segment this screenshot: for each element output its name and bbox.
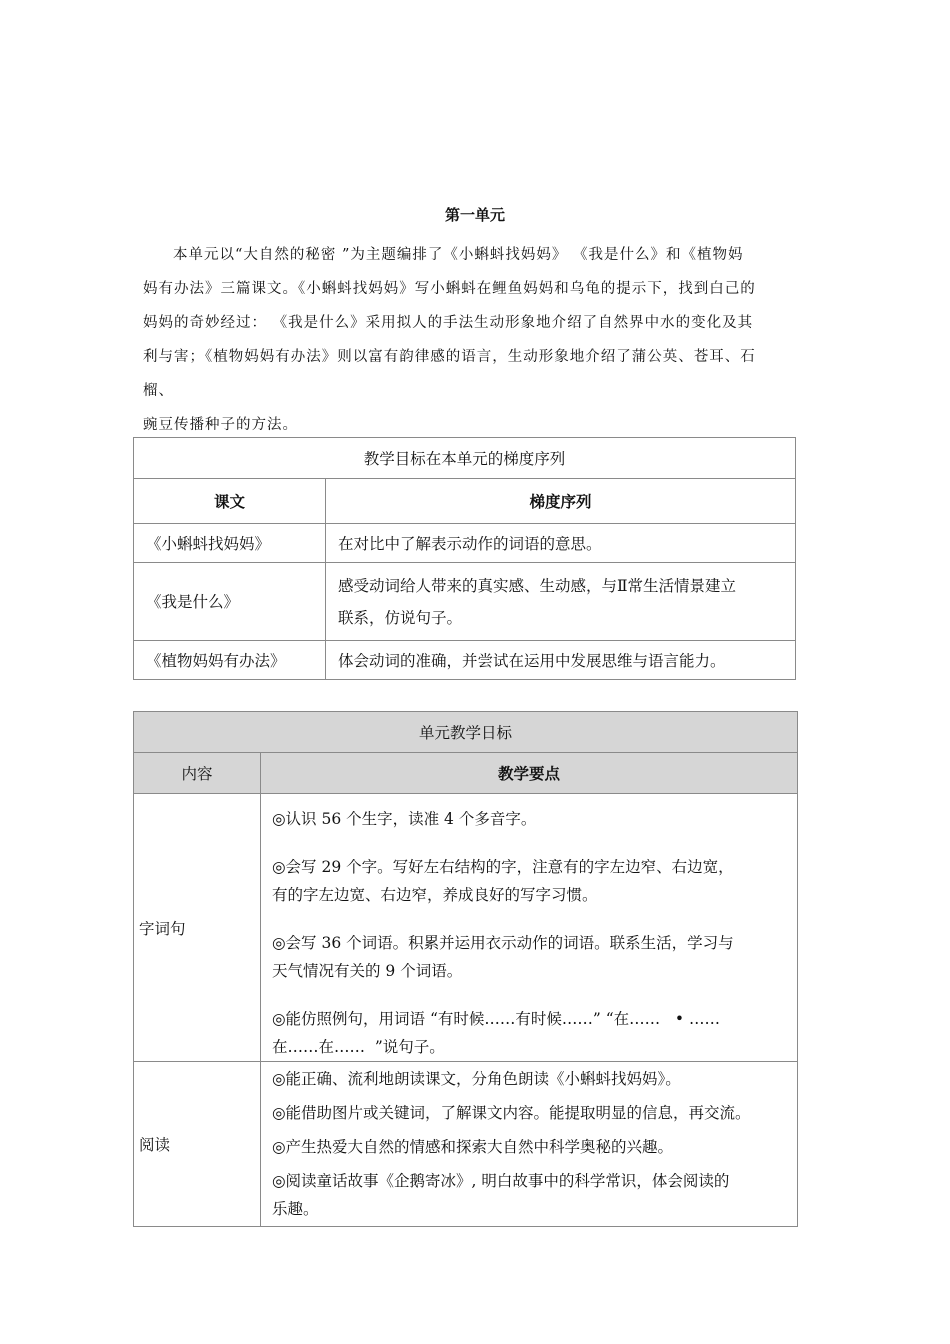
key-point — [272, 1167, 793, 1223]
goal-line: 联系，仿说句子。 — [338, 608, 463, 627]
intro-line: 豌豆传播种子的方法。 — [143, 417, 298, 433]
goal-cell — [326, 563, 796, 641]
intro-line: 本单元以“大自然的秘密 ”为主题编排了《小蝌蚪找妈妈》 《我是什么》和《植物妈 — [173, 247, 744, 263]
key-point — [272, 1133, 793, 1161]
table-row — [134, 1062, 798, 1227]
category-cell: 字词句 — [134, 794, 261, 1062]
unit-title: 第一单元 — [444, 206, 505, 224]
key-point-line: ◎能仿照例句，用词语 “有时候……有时候……” “在…… • …… — [272, 1010, 721, 1028]
lesson-cell: 《小蝌蚪找妈妈》 — [134, 524, 326, 563]
column-header-content: 内容 — [134, 753, 261, 794]
intro-line: 妈有办法》三篇课文。《小蝌蚪找妈妈》写小蝌蚪在鲤鱼妈妈和乌龟的提示下，找到白己的 — [143, 281, 756, 297]
table-row — [134, 524, 796, 563]
lesson-cell: 《我是什么》 — [134, 563, 326, 641]
key-point-line: ◎产生热爱大自然的情感和探索大自然中科学奥秘的兴趣。 — [272, 1138, 674, 1156]
table-row — [134, 794, 798, 1062]
key-point-line: ◎会写 36 个词语。积累并运用衣示动作的词语。联系生活，学习与 — [272, 934, 734, 952]
table-caption: 教学目标在本单元的梯度序列 — [134, 438, 796, 479]
intro-line: 榴、 — [143, 383, 174, 399]
table-row — [134, 563, 796, 641]
key-point — [272, 853, 793, 909]
gradient-sequence-table — [133, 437, 796, 680]
key-point-line: 天气情况有关的 9 个词语。 — [272, 962, 463, 980]
key-point — [272, 1065, 793, 1093]
key-point-line: ◎会写 29 个字。写好左右结构的字，注意有的字左边窄、右边宽， — [272, 858, 734, 876]
key-point-line: ◎能正确、流利地朗读课文，分角色朗读《小蝌蚪找妈妈》。 — [272, 1070, 681, 1088]
intro-line: 利与害；《植物妈妈有办法》则以富有韵律感的语言，生动形象地介绍了蒲公英、苍耳、石 — [143, 349, 756, 365]
goal-cell: 体会动词的准确，并尝试在运用中发展思维与语言能力。 — [326, 641, 796, 680]
table-row — [134, 641, 796, 680]
key-point-line: 有的字左边宽、右边窄，养成良好的写字习惯。 — [272, 886, 598, 904]
unit-objectives-table — [133, 711, 798, 1227]
key-point — [272, 1099, 793, 1127]
column-header-key-points: 教学要点 — [261, 753, 798, 794]
key-point — [272, 1005, 793, 1061]
goal-line: 感受动词给人带来的真实感、生动感，与Ⅱ常生活情景建立 — [338, 576, 737, 595]
key-point-line: ◎认识 56 个生字，读准 4 个多音字。 — [272, 810, 537, 828]
table-caption: 单元教学日标 — [134, 712, 798, 753]
column-header-text: 课文 — [134, 479, 326, 524]
column-header-sequence: 梯度序列 — [326, 479, 796, 524]
key-point-line: 乐趣。 — [272, 1200, 319, 1218]
intro-line: 妈妈的奇妙经过： 《我是什么》采用拟人的手法生动形象地介绍了自然界中水的变化及其 — [143, 315, 754, 331]
lesson-cell: 《植物妈妈有办法》 — [134, 641, 326, 680]
key-point-line: ◎能借助图片或关键词，了解课文内容。能提取明显的信息，再交流。 — [272, 1104, 751, 1122]
key-points-cell — [261, 794, 798, 1062]
key-point-line: 在……在…… ”说句子。 — [272, 1038, 445, 1056]
key-points-cell — [261, 1062, 798, 1227]
key-point-line: ◎阅读童话故事《企鹅寄冰》, 明白故事中的科学常识，体会阅读的 — [272, 1172, 730, 1190]
goal-cell: 在对比中了解表示动作的词语的意思。 — [326, 524, 796, 563]
key-point — [272, 805, 793, 833]
unit-intro — [143, 238, 803, 442]
key-point — [272, 929, 793, 985]
category-cell: 阅读 — [134, 1062, 261, 1227]
